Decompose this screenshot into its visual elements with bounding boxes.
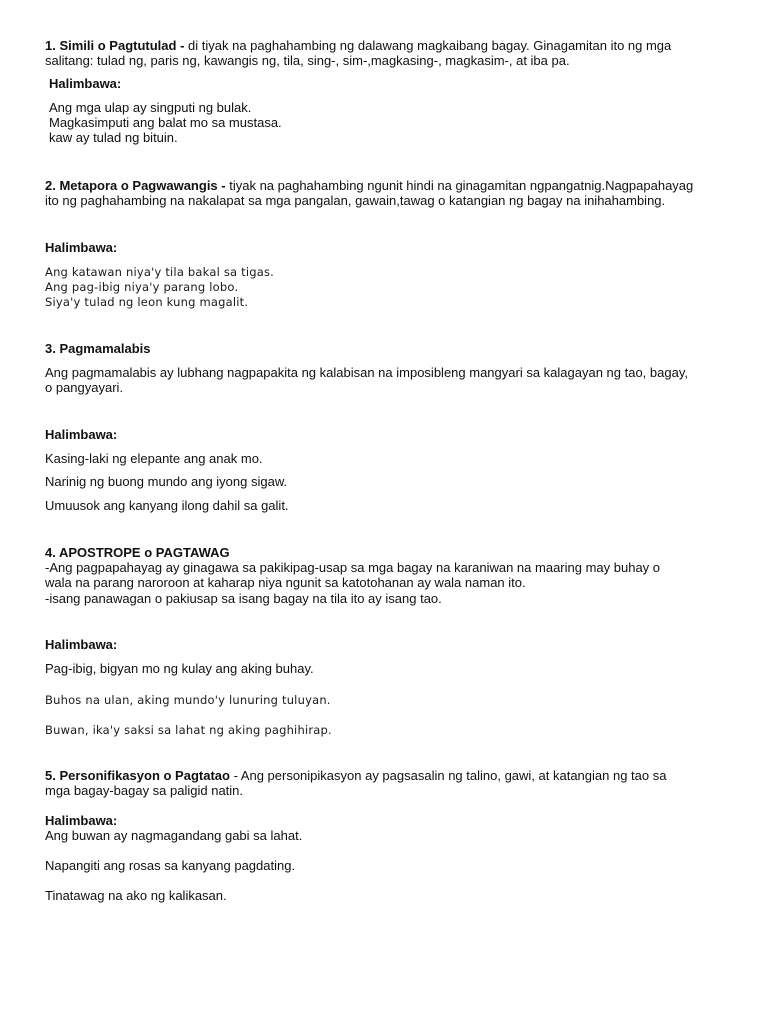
section-2-definition-text: tiyak na paghahambing ngunit hindi na ginagamitan ngpangatnig.Nagpapahayag <box>225 178 694 193</box>
section-5-definition-line-1 <box>45 768 666 784</box>
section-3-example-1: Kasing-laki ng elepante ang anak mo. <box>45 451 263 466</box>
section-1-definition-line-1 <box>45 38 671 54</box>
section-5-example-label: Halimbawa: <box>45 813 118 828</box>
section-2-definition-line-2: ito ng paghahambing na nakalapat sa mga pangalan, gawain,tawag o katangian ng bagay na inihahambing. <box>45 193 666 208</box>
section-5-title: 5. Personifikasyon o Pagtatao <box>45 768 230 783</box>
section-5-example-2: Napangiti ang rosas sa kanyang pagdating. <box>45 858 296 873</box>
section-2-title: 2. Metapora o Pagwawangis - <box>45 178 226 193</box>
section-1-example-3: kaw ay tulad ng bituin. <box>49 130 178 145</box>
section-1-example-1: Ang mga ulap ay singputi ng bulak. <box>49 100 252 115</box>
section-5-definition-line-2: mga bagay-bagay sa paligid natin. <box>45 783 244 798</box>
section-1-title: 1. Simili o Pagtutulad - <box>45 38 185 53</box>
section-2-example-2: Ang pag-ibig niya'y parang lobo. <box>45 280 239 294</box>
section-4-example-2: Buhos na ulan, aking mundo'y lunuring tuluyan. <box>45 693 331 707</box>
section-4-definition-line-1: -Ang pagpapahayag ay ginagawa sa pakikipag-usap sa mga bagay na karaniwan na maaring may buhay o <box>45 560 661 575</box>
section-2-definition-line-1 <box>45 178 693 194</box>
section-1-definition-line-2: salitang: tulad ng, paris ng, kawangis ng, tila, sing-, sim-,magkasing-, magkasim-, at iba pa. <box>45 53 570 68</box>
section-4-example-label: Halimbawa: <box>45 637 118 652</box>
section-3-definition-line-1: Ang pagmamalabis ay lubhang nagpapakita ng kalabisan na imposibleng mangyari sa kalagayan ng tao, bagay, <box>45 365 688 380</box>
section-3-title: 3. Pagmamalabis <box>45 341 151 356</box>
section-4-title: 4. APOSTROPE o PAGTAWAG <box>45 545 230 560</box>
section-5-example-1: Ang buwan ay nagmagandang gabi sa lahat. <box>45 828 303 843</box>
section-5-example-3: Tinatawag na ako ng kalikasan. <box>45 888 227 903</box>
section-2-example-3: Siya'y tulad ng leon kung magalit. <box>45 295 249 309</box>
section-3-definition-line-2: o pangyayari. <box>45 380 124 395</box>
section-2-example-label: Halimbawa: <box>45 240 118 255</box>
section-1-definition-text: di tiyak na paghahambing ng dalawang magkaibang bagay. Ginagamitan ito ng mga <box>184 38 672 53</box>
section-3-example-2: Narinig ng buong mundo ang iyong sigaw. <box>45 474 288 489</box>
section-4-definition-line-3: -isang panawagan o pakiusap sa isang bagay na tila ito ay isang tao. <box>45 591 442 606</box>
section-4-example-1: Pag-ibig, bigyan mo ng kulay ang aking buhay. <box>45 661 314 676</box>
section-4-definition-line-2: wala na parang naroroon at kaharap niya ngunit sa katotohanan ay wala naman ito. <box>45 575 526 590</box>
section-1-example-2: Magkasimputi ang balat mo sa mustasa. <box>49 115 282 130</box>
section-4-example-3: Buwan, ika'y saksi sa lahat ng aking paghihirap. <box>45 723 332 737</box>
section-1-example-label: Halimbawa: <box>49 76 122 91</box>
section-3-example-3: Umuusok ang kanyang ilong dahil sa galit. <box>45 498 289 513</box>
section-3-example-label: Halimbawa: <box>45 427 118 442</box>
section-2-example-1: Ang katawan niya'y tila bakal sa tigas. <box>45 265 275 279</box>
section-5-definition-text: - Ang personipikasyon ay pagsasalin ng talino, gawi, at katangian ng tao sa <box>229 768 667 783</box>
